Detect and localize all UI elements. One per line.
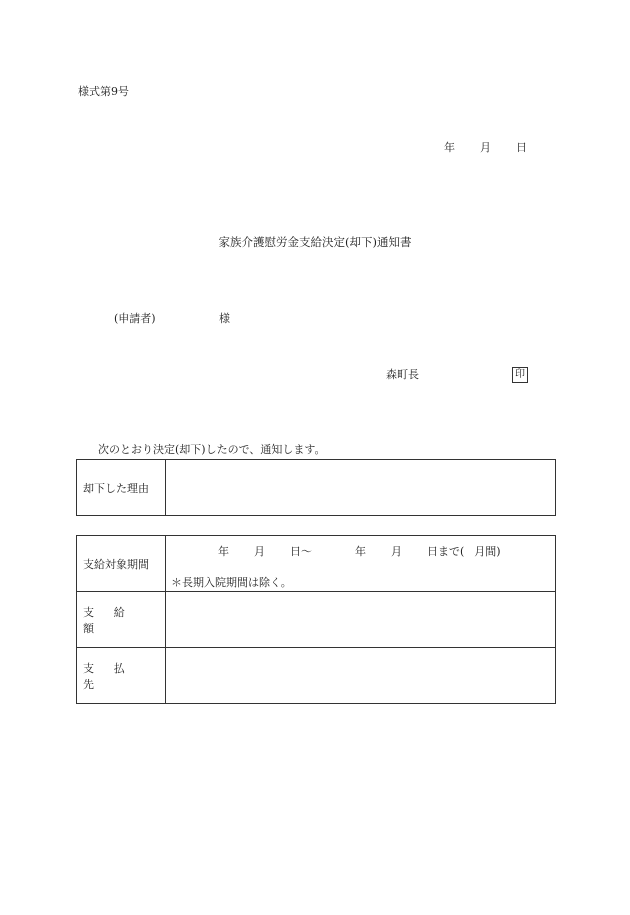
form-number: 様式第9号 [78,85,129,98]
issuer-name: 森町長 [386,368,419,381]
rejection-row [77,460,556,516]
payee-label: 支払先 [77,648,166,704]
amount-field[interactable] [166,592,556,648]
amount-label: 支給額 [77,592,166,648]
payee-row [77,648,556,704]
to-month: 月 [391,545,402,558]
document-title: 家族介護慰労金支給決定(却下)通知書 [218,235,412,249]
applicant-label: (申請者) [114,312,156,325]
seal-mark: 印 [512,367,528,383]
rejection-reason-field[interactable] [166,460,556,516]
period-range [218,543,501,559]
from-year: 年 [218,545,229,558]
period-note: ＊長期入院期間は除く。 [171,576,292,589]
applicant-honorific: 様 [219,312,230,325]
period-label: 支給対象期間 [77,536,166,592]
payee-field[interactable] [166,648,556,704]
from-day: 日〜 [290,545,312,558]
date-day: 日 [516,141,527,154]
rejection-reason-label: 却下した理由 [77,460,166,516]
issue-date [444,142,527,153]
from-month: 月 [254,545,265,558]
amount-row [77,592,556,648]
to-year: 年 [355,545,366,558]
date-year: 年 [444,141,455,154]
date-month: 月 [480,141,491,154]
period-field[interactable] [166,536,556,592]
months-count: 月間) [474,545,501,558]
intro-text: 次のとおり決定(却下)したので、通知します。 [98,443,326,456]
payment-table [76,535,556,704]
period-row [77,536,556,592]
rejection-table [76,459,556,516]
to-day: 日まで( [427,545,465,558]
